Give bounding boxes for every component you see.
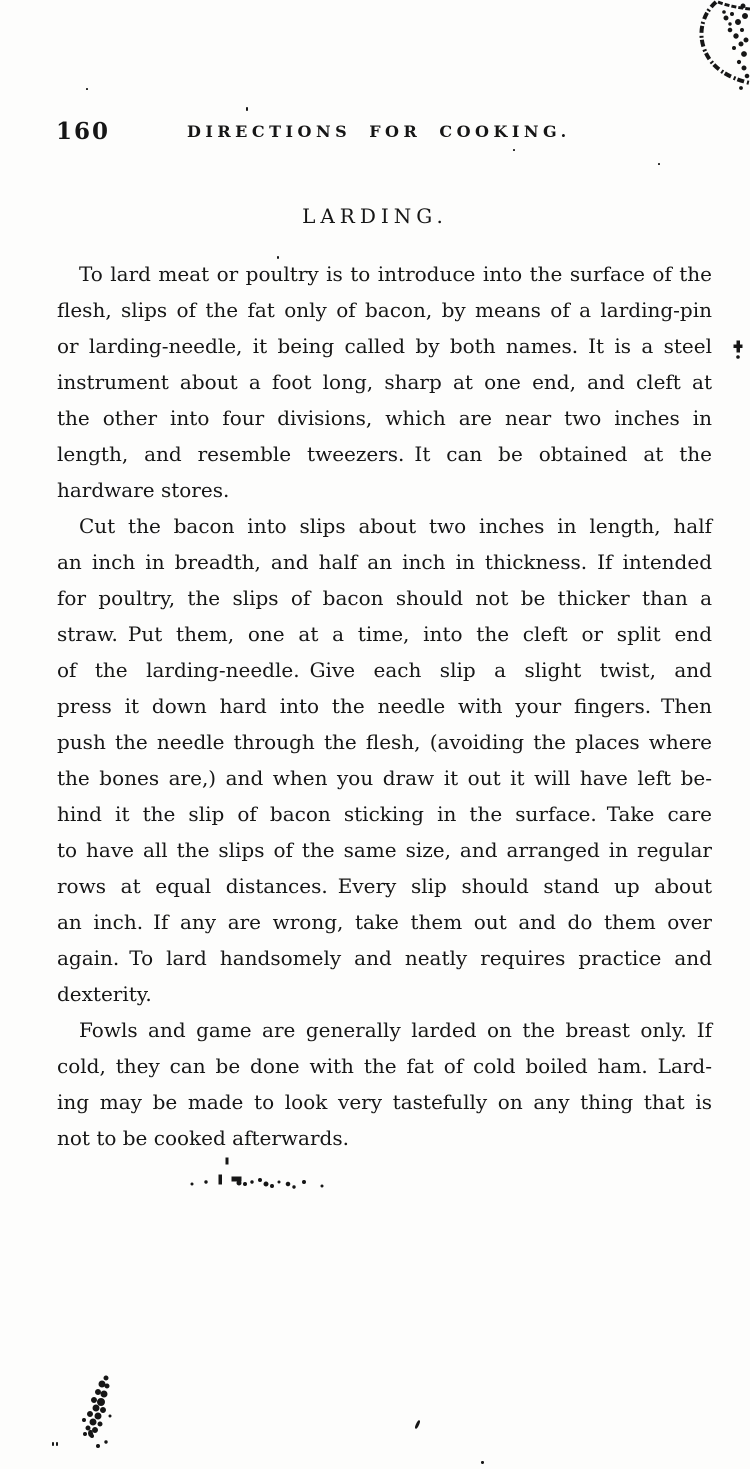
dust-speck-icon	[414, 1420, 421, 1429]
text-line: or larding-needle, it being called by both names. It is a steel	[57, 334, 712, 358]
dust-speck-icon	[658, 163, 660, 165]
ink-blot-bottom-left-icon	[76, 1372, 122, 1452]
text-line: not to be cooked afterwards.	[57, 1126, 349, 1150]
ink-speck-right-margin-icon	[731, 340, 745, 362]
text-line: cold, they can be done with the fat of cold boiled ham. Lard-	[57, 1054, 712, 1078]
running-header: DIRECTIONS FOR COOKING.	[187, 122, 571, 141]
text-line: hind it the slip of bacon sticking in the surface. Take care	[57, 802, 712, 826]
text-line: length, and resemble tweezers. It can be obtained at the	[57, 442, 712, 466]
paragraph-2	[57, 508, 712, 1012]
dust-speck-icon	[481, 1461, 484, 1464]
text-line: straw. Put them, one at a time, into the cleft or split end	[57, 622, 712, 646]
paragraph-1	[57, 256, 712, 508]
text-line: dexterity.	[57, 982, 152, 1006]
text-line: ing may be made to look very tastefully on any thing that is	[57, 1090, 712, 1114]
text-line: push the needle through the flesh, (avoiding the places where	[57, 730, 712, 754]
text-line: to have all the slips of the same size, and arranged in regular	[57, 838, 712, 862]
page-number: 160	[56, 118, 111, 145]
text-line: again. To lard handsomely and neatly requires practice and	[57, 946, 712, 970]
text-line: for poultry, the slips of bacon should not be thicker than a	[57, 586, 712, 610]
dust-speck-icon	[52, 1442, 54, 1446]
text-line: an inch in breadth, and half an inch in thickness. If intended	[57, 550, 712, 574]
page-text	[57, 256, 712, 1156]
text-line: To lard meat or poultry is to introduce into the surface of the	[79, 262, 712, 286]
text-line: of the larding-needle. Give each slip a slight twist, and	[57, 658, 712, 682]
ink-dot-trail-icon	[182, 1156, 352, 1198]
dust-speck-icon	[513, 149, 515, 151]
scan-smudge-top-right-icon	[686, 0, 750, 98]
text-line: the bones are,) and when you draw it out it will have left be-	[57, 766, 712, 790]
text-line: the other into four divisions, which are near two inches in	[57, 406, 712, 430]
text-line: rows at equal distances. Every slip should stand up about	[57, 874, 712, 898]
text-line: Fowls and game are generally larded on the breast only. If	[79, 1018, 712, 1042]
dust-speck-icon	[86, 88, 88, 90]
section-title: LARDING.	[302, 204, 448, 228]
text-line: Cut the bacon into slips about two inches in length, half	[79, 514, 712, 538]
text-line: flesh, slips of the fat only of bacon, by means of a larding-pin	[57, 298, 712, 322]
paragraph-3	[57, 1012, 712, 1156]
text-line: hardware stores.	[57, 478, 230, 502]
text-line: instrument about a foot long, sharp at one end, and cleft at	[57, 370, 712, 394]
text-line: an inch. If any are wrong, take them out and do them over	[57, 910, 712, 934]
dust-speck-icon	[277, 256, 279, 259]
dust-speck-icon	[246, 107, 248, 111]
text-line: press it down hard into the needle with your fingers. Then	[57, 694, 712, 718]
running-header-row	[0, 118, 750, 148]
